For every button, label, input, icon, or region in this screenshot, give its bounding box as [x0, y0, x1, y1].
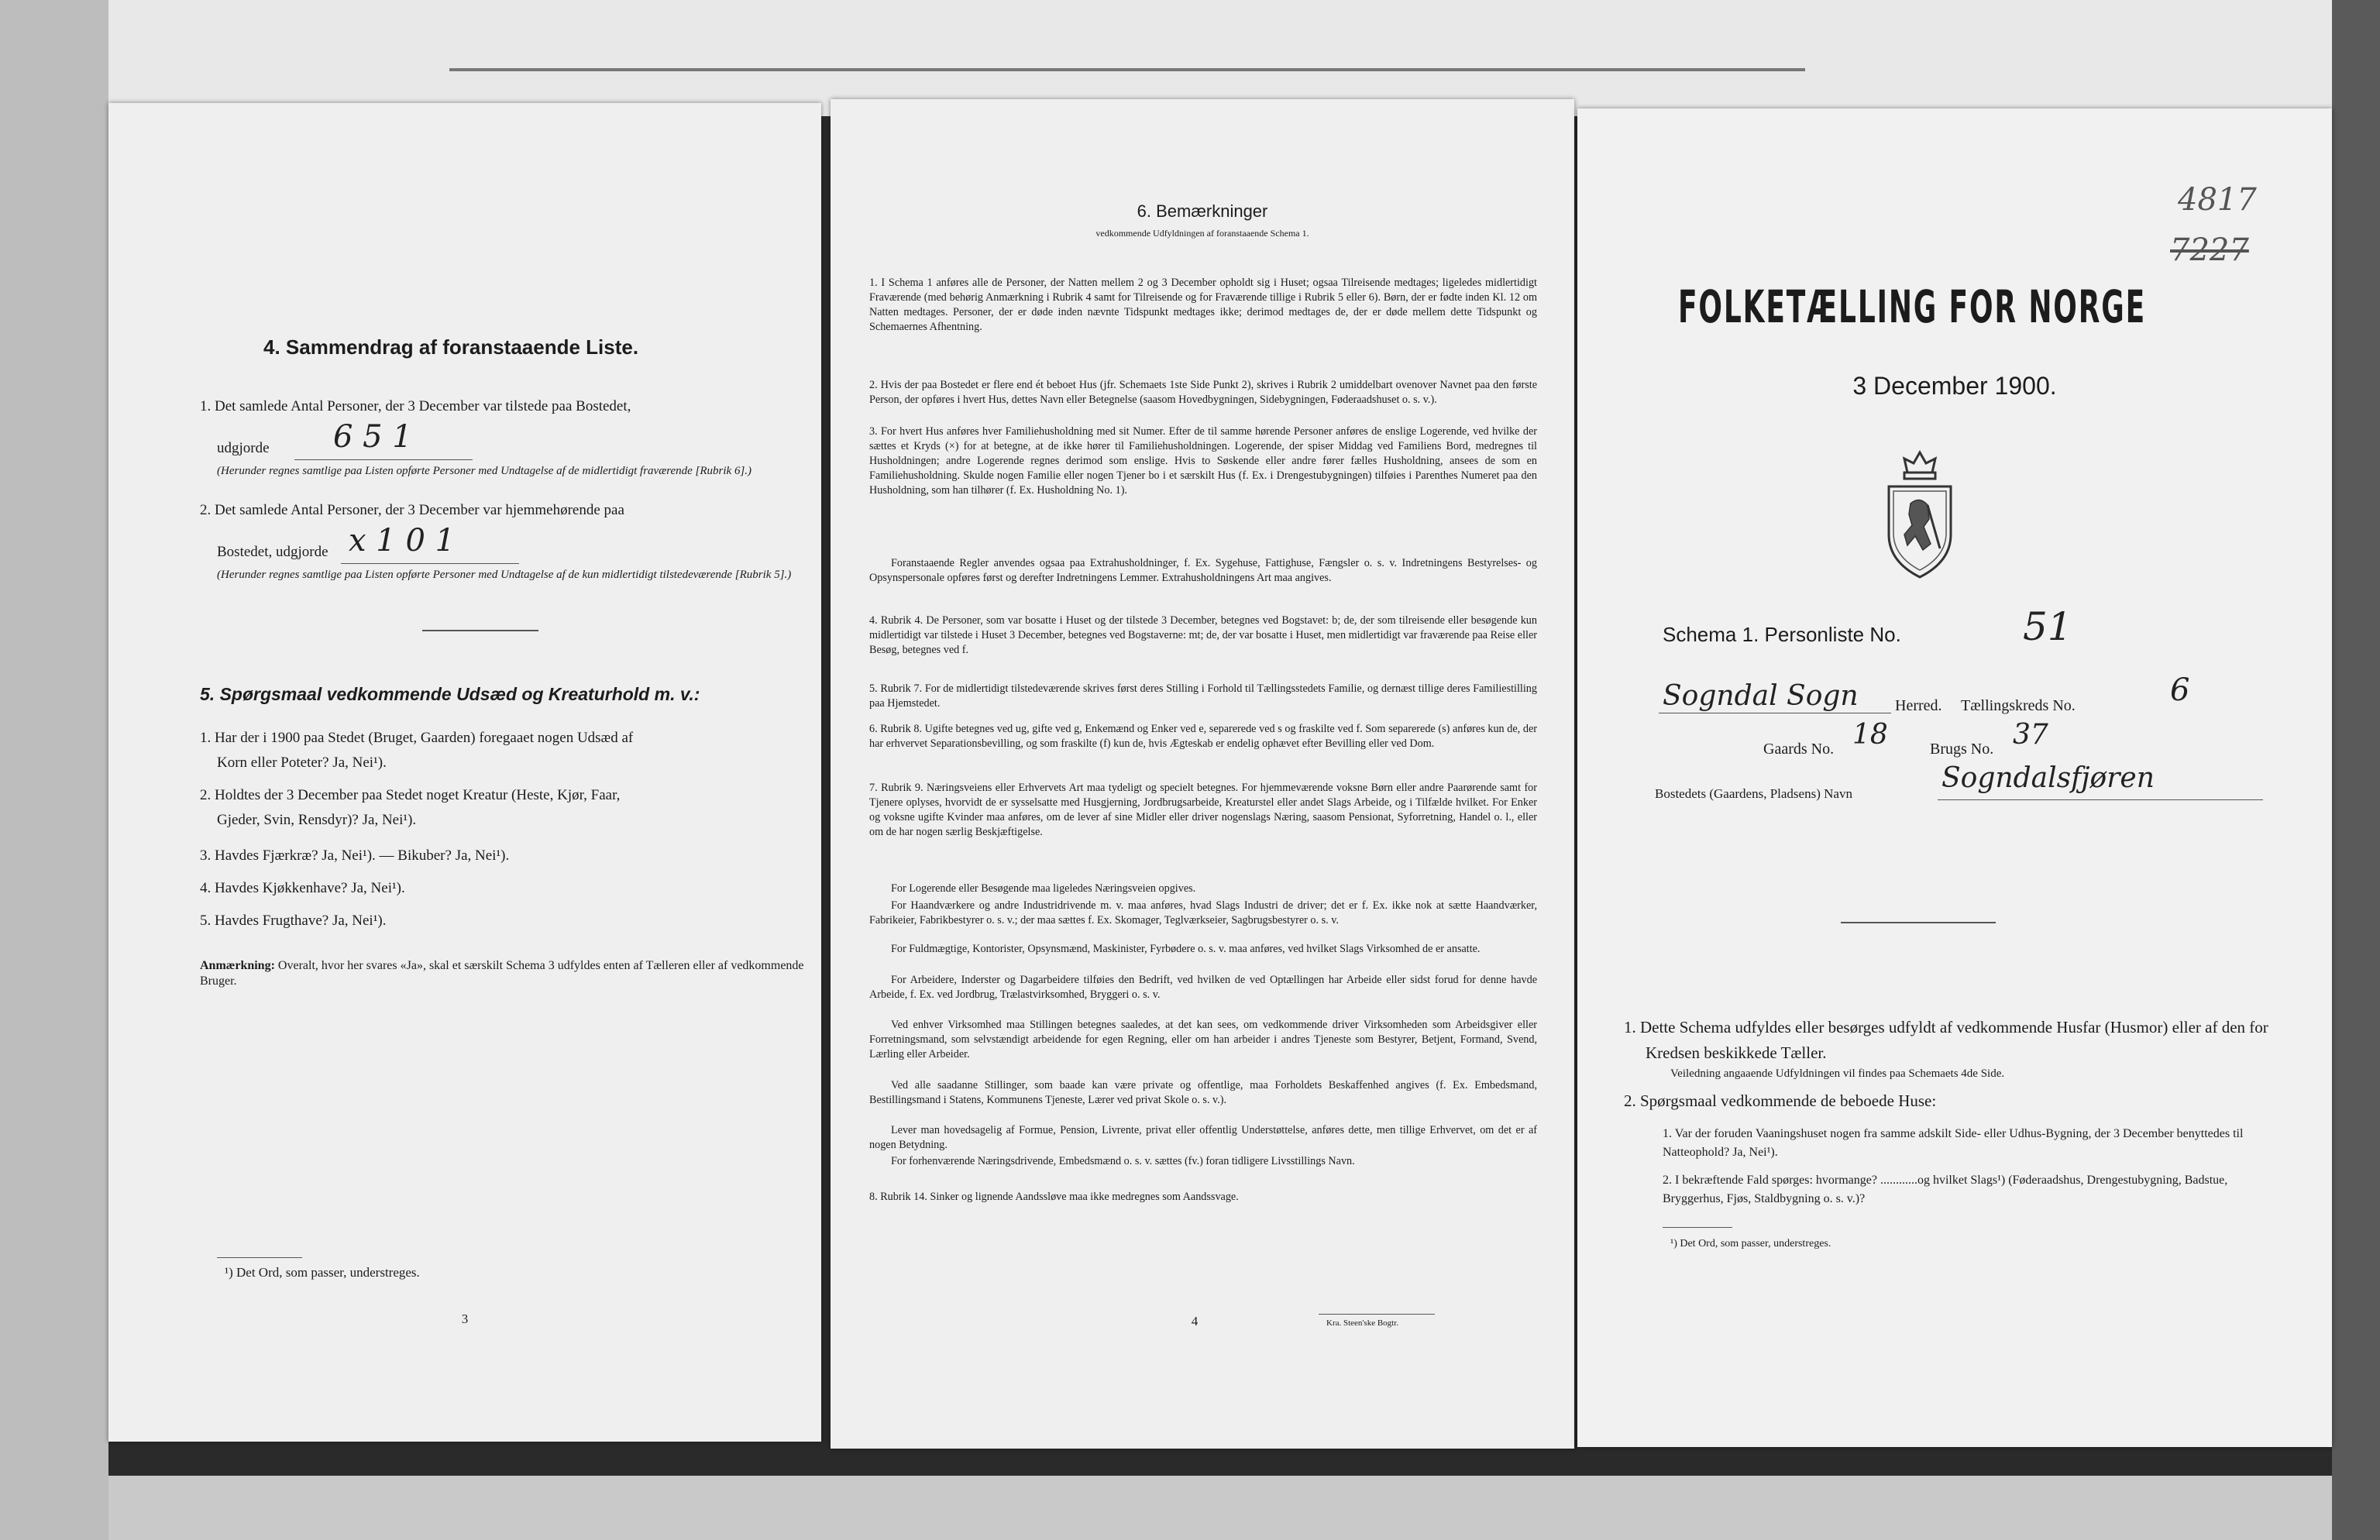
remark-2: 2. Hvis der paa Bostedet er flere end ét beboet Hus (jfr. Schemaets 1ste Side Punkt 2), skrives i Rubrik 2 umiddelbart ovenover Navnet paa den første Person, der opføres i hvert Hus, dettes Navn eller Betegnelse (saasom Hovedbygningen, Sidebygningen, Føderaadshuset o. s. v.).	[869, 379, 1537, 406]
handwritten-kreds-no: 6	[2170, 672, 2190, 708]
section5-q5: 5. Havdes Frugthave? Ja, Nei¹).	[200, 913, 387, 929]
section5-q1b: Korn eller Poteter? Ja, Nei¹).	[217, 755, 387, 771]
handwritten-bosted-name: Sogndalsfjøren	[1941, 762, 2155, 794]
section5-title: 5. Spørgsmaal vedkommende Udsæd og Kreaturhold m. v.:	[200, 684, 700, 704]
fill-line	[294, 459, 473, 460]
handwritten-herred: Sogndal Sogn	[1663, 680, 1859, 712]
scan-background-right	[2332, 0, 2380, 1540]
section5-q2: 2. Holdtes der 3 December paa Stedet noget Kreatur (Heste, Kjør, Faar,	[200, 787, 621, 803]
herred-label: Herred.	[1895, 697, 1942, 714]
printer-credit: Kra. Steen'ske Bogtr.	[1326, 1318, 1399, 1328]
fill-line	[1938, 799, 2263, 800]
divider	[1841, 922, 1996, 923]
remarks-subtitle: vedkommende Udfyldningen af foranstaaende Schema 1.	[1095, 228, 1309, 239]
page-1-cover	[1577, 108, 2332, 1447]
handwritten-person-list-no: 51	[2023, 604, 2072, 649]
footnote: ¹) Det Ord, som passer, understreges.	[1670, 1238, 1831, 1250]
remark-3: 3. For hvert Hus anføres hver Familiehusholdning med sit Numer. Efter de til samme hørende Personer anføres de enslige Logerende, ved hvilke der sættes et Kryds (×) for at betegne, at de ikke hører til Familiehusholdningen. Logerende, der spiser Middag ved Familiens Bord, medregnes til Husholdningen; andre Logerende regnes derimod som enslige. Hvis to Søskende eller andre fører fælles Husholdning, ansees de som en Familiehusholdning. Skulde nogen Familie eller nogen Tjener bo i et særskilt Hus (f. Ex. i Drengestubygningen) tilføies i Parenthes Numeret paa den Husholdning, som han tilhører (f. Ex. Husholdning No. 1).	[869, 425, 1537, 497]
remark-7g: Ved alle saadanne Stillinger, som baade kan være private og offentlige, maa Forholdets Beskaffenhed angives (f. Ex. Embedsmand, Bestillingsmand i Statens, Kommunens Tjeneste, Lærer ved privat Skole o. s. v.).	[869, 1079, 1537, 1106]
footnote-rule	[1663, 1227, 1732, 1228]
norwegian-coat-of-arms-icon	[1881, 449, 1959, 581]
note-text: Overalt, hvor her svares «Ja», skal et særskilt Schema 3 udfyldes enten af Tælleren eller af vedkommende Bruger.	[200, 959, 804, 988]
section4-item1-lead: udgjorde	[217, 440, 270, 456]
remark-7i: For forhenværende Næringsdrivende, Embedsmænd o. s. v. sættes (fv.) foran tidligere Livsstillings Navn.	[891, 1155, 1355, 1167]
remark-7: 7. Rubrik 9. Næringsveiens eller Erhvervets Art maa tydeligt og specielt betegnes. For hjemmeværende voksne Børn eller andre Paarørende samt for Tjenere oplyses, hvorvidt de er sysselsatte med Husgjerning, Jordbrugsarbeide, Kreaturstel eller andet Slags Arbeide, og i Tilfælde hvilket. For Enker og voksne ugifte Kvinder maa anføres, om de lever af sine Midler eller driver nogenslags Næring, saasom Pensionat, Syforretning, Handel o. l., eller om de har nogen særlig Beskjæftigelse.	[869, 782, 1537, 838]
remark-4: 4. Rubrik 4. De Personer, som var bosatte i Huset og der tilstede 3 December, betegnes ved Bogstavet: b; de, der som tilreisende eller besøgende kun midlertidigt var tilstede i Huset 3 December, betegnes ved Bogstaverne: mt; de, der var bosatte i Huset, men midlertidigt var fraværende paa Reise eller Besøg, betegnes ved f.	[869, 614, 1537, 656]
section4-item1: 1. Det samlede Antal Personer, der 3 December var tilstede paa Bostedet,	[200, 398, 631, 414]
handwritten-resident-count: x 1 0 1	[349, 523, 456, 559]
page-number: 4	[1191, 1314, 1199, 1329]
page-number: 3	[461, 1311, 469, 1326]
handwritten-present-count: 6 5 1	[333, 419, 412, 455]
section5-q1: 1. Har der i 1900 paa Stedet (Bruget, Gaarden) foregaaet nogen Udsæd af	[200, 730, 634, 746]
page-3-summary	[108, 103, 821, 1442]
note-label: Anmærkning:	[200, 959, 275, 972]
section4-item2-lead: Bostedet, udgjorde	[217, 544, 328, 560]
instruction-2: 2. Spørgsmaal vedkommende de beboede Huse:	[1624, 1091, 1937, 1110]
divider	[422, 630, 538, 631]
instruction-1: 1. Dette Schema udfyldes eller besørges udfyldt af vedkommende Husfar (Husmor) eller af den for Kredsen beskikkede Tæller.	[1624, 1018, 2268, 1062]
instruction-2-q2: 2. I bekræftende Fald spørges: hvormange? ............og hvilket Slags¹) (Føderaadshus, Drengestubygning, Badstue, Bryggerhus, Fjøs, Staldbygning o. s. v.)?	[1663, 1174, 2228, 1205]
footnote: ¹) Det Ord, som passer, understreges.	[225, 1265, 420, 1280]
remark-5: 5. Rubrik 7. For de midlertidigt tilstedeværende skrives først deres Stilling i Forhold til Tællingsstedets Familie, og dernæst tillige deres Familiestilling paa Hjemstedet.	[869, 682, 1537, 710]
remark-3-extra: Foranstaaende Regler anvendes ogsaa paa Extrahusholdninger, f. Ex. Sygehuse, Fattighuse, Fængsler o. s. v. Indretningens Bestyrelses- og Opsynspersonale opføres først og derefter Indretningens Lemmer. Extrahusholdningens Art maa angives.	[869, 557, 1537, 584]
scan-background-left	[0, 0, 108, 1540]
printer-rule	[1319, 1314, 1435, 1315]
page-4-remarks	[831, 99, 1574, 1449]
footnote-rule	[217, 1257, 302, 1258]
scan-top-edge-line	[449, 68, 1805, 71]
section4-item2-note: (Herunder regnes samtlige paa Listen opførte Personer med Undtagelse af de kun midlertidigt tilstedeværende [Rubrik 5].)	[217, 569, 792, 581]
remark-8: 8. Rubrik 14. Sinker og lignende Aandssløve maa ikke medregnes som Aandssvage.	[869, 1191, 1239, 1203]
remark-7e: For Arbeidere, Inderster og Dagarbeidere tilføies den Bedrift, ved hvilken de ved Optællingen har Arbeide eller sidst forud for denne havde Arbeide, f. Ex. ved Jordbrug, Trælastvirksomhed, Bryggeri o. s. v.	[869, 974, 1537, 1001]
section4-item2: 2. Det samlede Antal Personer, der 3 December var hjemmehørende paa	[200, 502, 624, 518]
section5-q3: 3. Havdes Fjærkræ? Ja, Nei¹). — Bikuber? Ja, Nei¹).	[200, 847, 510, 864]
remark-7c: For Haandværkere og andre Industridrivende m. v. maa anføres, hvad Slags Industri de driver; det er f. Ex. ikke nok at sætte Haandværker, Fabrikeier, Fabrikbestyrer o. s. v.; der maa sættes f. Ex. Skomager, Teglværkseier, Sagbrugsbestyrer o. s. v.	[869, 899, 1537, 926]
fill-line	[341, 563, 519, 564]
handwritten-gaards-no: 18	[1852, 719, 1888, 751]
kreds-label: Tællingskreds No.	[1961, 697, 2076, 714]
scan-background-bottom	[0, 1476, 2380, 1540]
section4-item1-note: (Herunder regnes samtlige paa Listen opførte Personer med Undtagelse af de midlertidigt fraværende [Rubrik 6].)	[217, 465, 752, 477]
instruction-2-q1: 1. Var der foruden Vaaningshuset nogen fra samme adskilt Side- eller Udhus-Bygning, der 3 December benyttedes til Natteophold? Ja, Nei¹).	[1663, 1127, 2244, 1159]
archive-number-struck: 7227	[2170, 232, 2249, 268]
census-date: 3 December 1900.	[1852, 372, 2057, 400]
section5-q4: 4. Havdes Kjøkkenhave? Ja, Nei¹).	[200, 880, 405, 896]
remark-7f: Ved enhver Virksomhed maa Stillingen betegnes saaledes, at det kan sees, om vedkommende driver Virksomheden som Arbeidsgiver eller Forretningsmand, som selvstændigt arbeidende for egen Regning, eller om han arbeider i andres Tjeneste som Bestyrer, Betjent, Formand, Svend, Lærling eller Arbeider.	[869, 1019, 1537, 1060]
bosted-label: Bostedets (Gaardens, Pladsens) Navn	[1655, 786, 1852, 801]
remark-6: 6. Rubrik 8. Ugifte betegnes ved ug, gifte ved g, Enkemænd og Enker ved e, separerede ved s og fraskilte ved f. Som separerede (s) anføres kun de, der har erhvervet Separationsbevilling, og som fraskilte (f) kun de, hvis Ægteskab er endelig ophævet efter Bevilling eller ved Dom.	[869, 723, 1537, 750]
remarks-title: 6. Bemærkninger	[1137, 201, 1268, 221]
brugs-label: Brugs No.	[1930, 741, 1994, 758]
gaards-label: Gaards No.	[1763, 741, 1835, 758]
schema-label: Schema 1. Personliste No.	[1663, 623, 1901, 646]
section5-note	[200, 958, 812, 989]
section5-q2b: Gjeder, Svin, Rensdyr)? Ja, Nei¹).	[217, 812, 417, 828]
archive-number-top: 4817	[2178, 182, 2257, 218]
remark-1: 1. I Schema 1 anføres alle de Personer, der Natten mellem 2 og 3 December opholdt sig i Huset; ogsaa Tilreisende medtages; ligeledes midlertidigt Fraværende (med behørig Anmærkning i Rubrik 4 samt for Tilreisende og for Fraværende tillige i Rubrik 5 eller 6). Børn, der er fødte inden Kl. 12 om Natten medtages. Personer, der er døde inden nævnte Tidspunkt medtages ikke; derimod medtages de, der er døde mellem dette Tidspunkt og Schemaernes Afhentning.	[869, 277, 1537, 333]
remark-7h: Lever man hovedsagelig af Formue, Pension, Livrente, privat eller offentlig Understøttelse, anføres dette, men tillige Erhvervet, om det er af nogen Betydning.	[869, 1124, 1537, 1151]
section4-title: 4. Sammendrag af foranstaaende Liste.	[263, 335, 639, 359]
remark-7b: For Logerende eller Besøgende maa ligeledes Næringsveien opgives.	[891, 882, 1196, 895]
census-title: FOLKETÆLLING FOR NORGE	[1678, 280, 2147, 333]
instruction-1-note: Veiledning angaaende Udfyldningen vil findes paa Schemaets 4de Side.	[1670, 1067, 2005, 1080]
handwritten-brugs-no: 37	[2013, 719, 2048, 751]
remark-7d: For Fuldmægtige, Kontorister, Opsynsmænd, Maskinister, Fyrbødere o. s. v. maa anføres, ved hvilket Slags Virksomhed de er ansatte.	[891, 943, 1481, 955]
